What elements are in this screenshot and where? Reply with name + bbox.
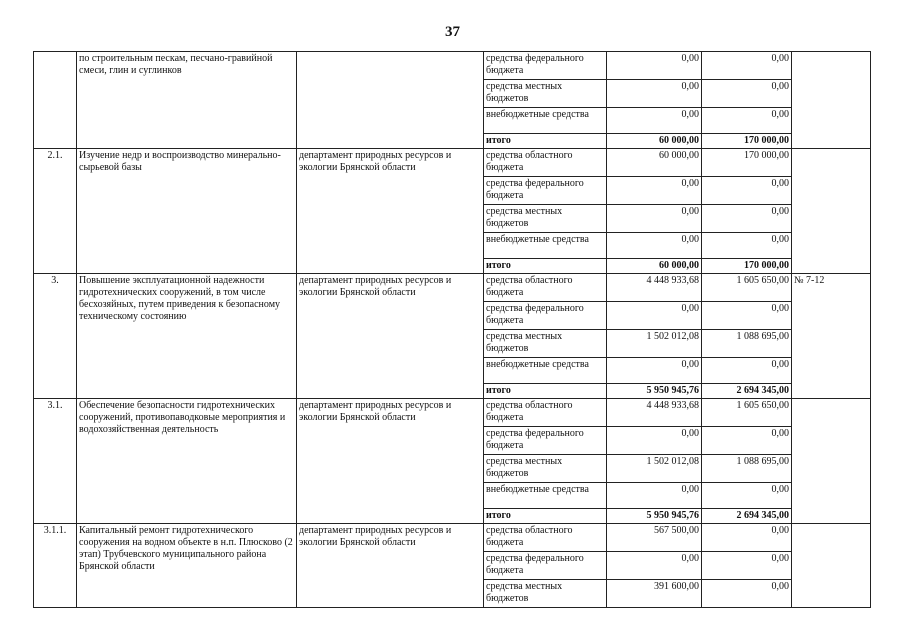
amount-year-2: 1 088 695,00	[702, 330, 792, 358]
amount-year-2: 0,00	[702, 552, 792, 580]
responsible-department: департамент природных ресурсов и экологии Брянской области	[297, 274, 484, 399]
funding-source: итого	[484, 134, 607, 149]
funding-source: внебюджетные средства	[484, 358, 607, 384]
amount-year-2: 170 000,00	[702, 259, 792, 274]
item-number: 3.1.	[34, 399, 77, 524]
funding-source: средства местных бюджетов	[484, 580, 607, 608]
amount-year-1: 0,00	[607, 205, 702, 233]
funding-source: средства местных бюджетов	[484, 330, 607, 358]
amount-year-2: 0,00	[702, 52, 792, 80]
item-name: Капитальный ремонт гидротехнического сооружения на водном объекте в н.п. Плюсково (2 этап) Трубчевского муниципального района Брянской области	[77, 524, 297, 608]
table-row	[34, 149, 871, 177]
amount-year-1: 0,00	[607, 177, 702, 205]
amount-year-1: 60 000,00	[607, 149, 702, 177]
table-row	[34, 274, 871, 302]
amount-year-1: 1 502 012,08	[607, 330, 702, 358]
amount-year-2: 0,00	[702, 177, 792, 205]
table-row	[34, 52, 871, 80]
funding-source: итого	[484, 259, 607, 274]
funding-source: средства федерального бюджета	[484, 302, 607, 330]
result-indicator: № 7-12	[792, 274, 871, 399]
amount-year-2: 1 605 650,00	[702, 399, 792, 427]
amount-year-1: 0,00	[607, 302, 702, 330]
amount-year-2: 170 000,00	[702, 134, 792, 149]
funding-source: средства областного бюджета	[484, 274, 607, 302]
funding-source: внебюджетные средства	[484, 108, 607, 134]
amount-year-2: 0,00	[702, 233, 792, 259]
funding-source: итого	[484, 509, 607, 524]
table-row	[34, 524, 871, 552]
funding-source: средства местных бюджетов	[484, 80, 607, 108]
amount-year-2: 0,00	[702, 483, 792, 509]
amount-year-1: 0,00	[607, 80, 702, 108]
amount-year-1: 60 000,00	[607, 134, 702, 149]
amount-year-2: 0,00	[702, 205, 792, 233]
amount-year-2: 2 694 345,00	[702, 509, 792, 524]
amount-year-1: 567 500,00	[607, 524, 702, 552]
amount-year-2: 0,00	[702, 580, 792, 608]
item-name: по строительным пескам, песчано-гравийной смеси, глин и суглинков	[77, 52, 297, 149]
funding-source: средства федерального бюджета	[484, 177, 607, 205]
funding-source: средства федерального бюджета	[484, 552, 607, 580]
funding-source: средства областного бюджета	[484, 149, 607, 177]
page-number: 37	[445, 24, 460, 40]
amount-year-2: 0,00	[702, 524, 792, 552]
funding-source: средства федерального бюджета	[484, 427, 607, 455]
funding-source: средства областного бюджета	[484, 399, 607, 427]
funding-table	[33, 51, 871, 608]
amount-year-1: 0,00	[607, 552, 702, 580]
funding-source: средства местных бюджетов	[484, 205, 607, 233]
item-number: 2.1.	[34, 149, 77, 274]
table-row	[34, 399, 871, 427]
result-indicator	[792, 149, 871, 274]
item-name: Изучение недр и воспроизводство минерально-сырьевой базы	[77, 149, 297, 274]
amount-year-2: 1 088 695,00	[702, 455, 792, 483]
funding-source: внебюджетные средства	[484, 483, 607, 509]
amount-year-2: 0,00	[702, 80, 792, 108]
item-number	[34, 52, 77, 149]
amount-year-1: 391 600,00	[607, 580, 702, 608]
result-indicator	[792, 52, 871, 149]
amount-year-1: 5 950 945,76	[607, 384, 702, 399]
funding-source: внебюджетные средства	[484, 233, 607, 259]
amount-year-1: 1 502 012,08	[607, 455, 702, 483]
responsible-department: департамент природных ресурсов и экологии Брянской области	[297, 149, 484, 274]
responsible-department	[297, 52, 484, 149]
amount-year-2: 2 694 345,00	[702, 384, 792, 399]
funding-source: средства местных бюджетов	[484, 455, 607, 483]
responsible-department: департамент природных ресурсов и экологии Брянской области	[297, 524, 484, 608]
amount-year-1: 0,00	[607, 427, 702, 455]
funding-source: средства областного бюджета	[484, 524, 607, 552]
funding-source: средства федерального бюджета	[484, 52, 607, 80]
amount-year-2: 0,00	[702, 427, 792, 455]
item-number: 3.1.1.	[34, 524, 77, 608]
amount-year-1: 0,00	[607, 108, 702, 134]
result-indicator	[792, 399, 871, 524]
item-name: Обеспечение безопасности гидротехнических сооружений, противопаводковые мероприятия и водохозяйственная деятельность	[77, 399, 297, 524]
amount-year-1: 0,00	[607, 483, 702, 509]
table-body	[34, 52, 871, 608]
amount-year-2: 1 605 650,00	[702, 274, 792, 302]
responsible-department: департамент природных ресурсов и экологии Брянской области	[297, 399, 484, 524]
item-name: Повышение эксплуатационной надежности гидротехнических сооружений, в том числе бесхозяйных, путем приведения к безопасному техническому состоянию	[77, 274, 297, 399]
amount-year-1: 4 448 933,68	[607, 399, 702, 427]
funding-source: итого	[484, 384, 607, 399]
amount-year-2: 0,00	[702, 302, 792, 330]
amount-year-1: 0,00	[607, 233, 702, 259]
amount-year-2: 0,00	[702, 108, 792, 134]
amount-year-2: 0,00	[702, 358, 792, 384]
amount-year-1: 0,00	[607, 358, 702, 384]
amount-year-1: 4 448 933,68	[607, 274, 702, 302]
result-indicator	[792, 524, 871, 608]
item-number: 3.	[34, 274, 77, 399]
amount-year-1: 5 950 945,76	[607, 509, 702, 524]
amount-year-2: 170 000,00	[702, 149, 792, 177]
amount-year-1: 60 000,00	[607, 259, 702, 274]
amount-year-1: 0,00	[607, 52, 702, 80]
